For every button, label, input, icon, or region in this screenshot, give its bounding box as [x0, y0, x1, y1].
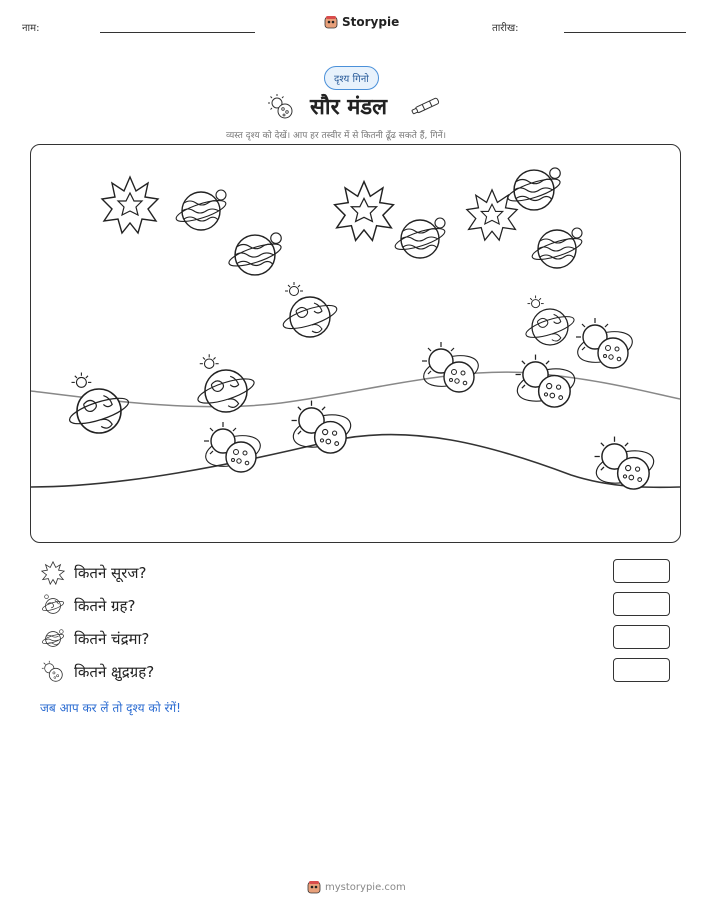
sun-icon: [40, 560, 66, 586]
sun-asteroid-deco-icon: [266, 92, 296, 126]
asteroid-icon: [40, 659, 66, 685]
page-title: सौर मंडल: [310, 95, 388, 120]
telescope-icon: [411, 94, 445, 120]
footer: [307, 880, 406, 894]
question-label: कितने क्षुद्रग्रह?: [74, 663, 155, 681]
brand-name: Storypie: [342, 15, 400, 29]
question-suns: [40, 560, 146, 586]
name-line[interactable]: [100, 32, 255, 33]
activity-badge: दृश्य गिनो: [324, 66, 379, 90]
front-hill-line: [31, 435, 680, 488]
question-label: कितने चंद्रमा?: [74, 630, 150, 648]
question-planets: [40, 593, 135, 619]
question-asteroids: [40, 659, 154, 685]
storypie-footer-logo-icon: [307, 880, 321, 894]
question-label: कितने ग्रह?: [74, 597, 136, 615]
planet-icon: [40, 593, 66, 619]
instruction-text: व्यस्त दृश्य को देखें। आप हर तस्वीर में से कितनी ढूँढ सकते हैं, गिनें।: [226, 131, 447, 141]
name-label: नाम:: [22, 23, 40, 34]
answer-box-suns[interactable]: [613, 559, 670, 583]
question-moons: [40, 626, 149, 652]
answer-box-moons[interactable]: [613, 625, 670, 649]
brand-logo: [324, 15, 399, 29]
answer-box-planets[interactable]: [613, 592, 670, 616]
scene-frame: [30, 144, 681, 543]
answer-box-asteroids[interactable]: [613, 658, 670, 682]
color-scene-prompt: जब आप कर लें तो दृश्य को रंगें!: [40, 701, 181, 715]
question-label: कितने सूरज?: [74, 564, 147, 582]
date-line[interactable]: [564, 32, 686, 33]
storypie-logo-icon: [324, 15, 338, 29]
solar-system-scene: [31, 145, 680, 542]
date-label: तारीख:: [492, 23, 519, 34]
footer-url[interactable]: mystorypie.com: [325, 881, 406, 893]
moon-icon: [40, 626, 66, 652]
